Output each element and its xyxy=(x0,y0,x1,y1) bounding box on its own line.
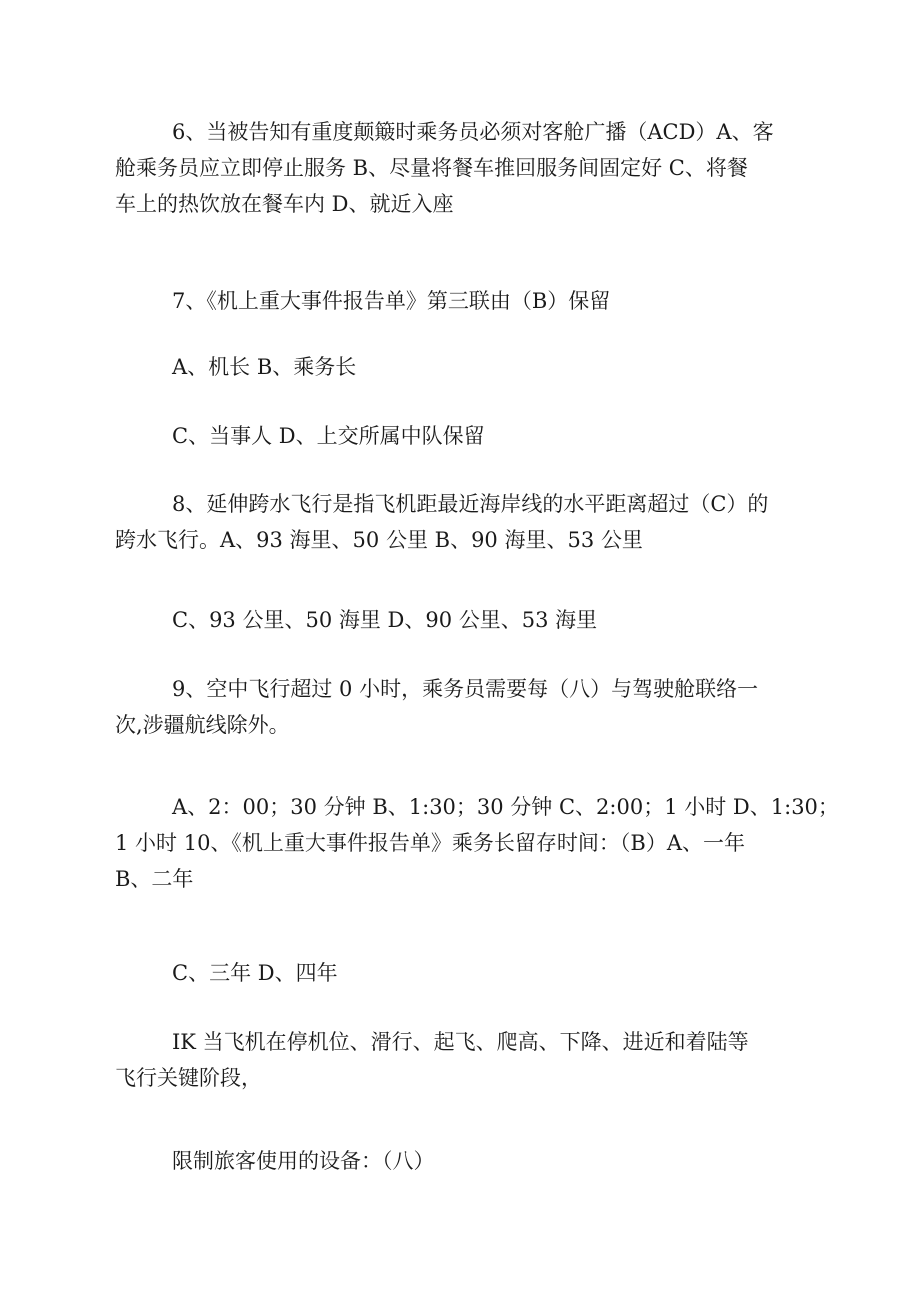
paragraph-line: C、93 公里、50 海里 D、90 公里、53 海里 xyxy=(172,608,598,632)
question-6 xyxy=(115,114,782,222)
paragraph-line: A、2：00；30 分钟 B、1:30；30 分钟 C、2:00；1 小时 D、1:30； xyxy=(172,795,839,819)
question-9 xyxy=(115,671,782,743)
paragraph-line: 车上的热饮放在餐车内 D、就近入座 xyxy=(115,192,454,216)
question-8 xyxy=(115,486,782,558)
question-8-options-cd xyxy=(172,602,782,638)
paragraph-line: 限制旅客使用的设备：（八） xyxy=(172,1149,435,1173)
paragraph-line: 跨水飞行。A、93 海里、50 公里 B、90 海里、53 公里 xyxy=(115,528,643,552)
question-11-continued xyxy=(172,1143,782,1179)
question-10-options-cd xyxy=(172,955,782,991)
paragraph-line: IK 当飞机在停机位、滑行、起飞、爬高、下降、进近和着陆等 xyxy=(172,1030,749,1054)
paragraph-line: C、当事人 D、上交所属中队保留 xyxy=(172,424,485,448)
question-7 xyxy=(172,283,782,319)
question-9-options-and-question-10 xyxy=(115,789,839,897)
paragraph-line: 舱乘务员应立即停止服务 B、尽量将餐车推回服务间固定好 C、将餐 xyxy=(115,156,748,180)
paragraph-line: 9、空中飞行超过 0 小时，乘务员需要每（八）与驾驶舱联络一 xyxy=(172,677,759,701)
paragraph-line: C、三年 D、四年 xyxy=(172,961,338,985)
paragraph-line: A、机长 B、乘务长 xyxy=(172,355,357,379)
question-11 xyxy=(115,1024,782,1096)
paragraph-line: 8、延伸跨水飞行是指飞机距最近海岸线的水平距离超过（C）的 xyxy=(172,492,769,516)
question-7-options-ab xyxy=(172,349,782,385)
paragraph-line: B、二年 xyxy=(115,867,194,891)
paragraph-line: 6、当被告知有重度颠簸时乘务员必须对客舱广播（ACD）A、客 xyxy=(172,120,774,144)
paragraph-line: 1 小时 10、《机上重大事件报告单》乘务长留存时间：（B）A、一年 xyxy=(115,831,746,855)
paragraph-line: 7、《机上重大事件报告单》第三联由（B）保留 xyxy=(172,289,611,313)
paragraph-line: 飞行关键阶段， xyxy=(115,1066,262,1090)
paragraph-line: 次,涉疆航线除外。 xyxy=(115,713,290,737)
question-7-options-cd xyxy=(172,418,782,454)
